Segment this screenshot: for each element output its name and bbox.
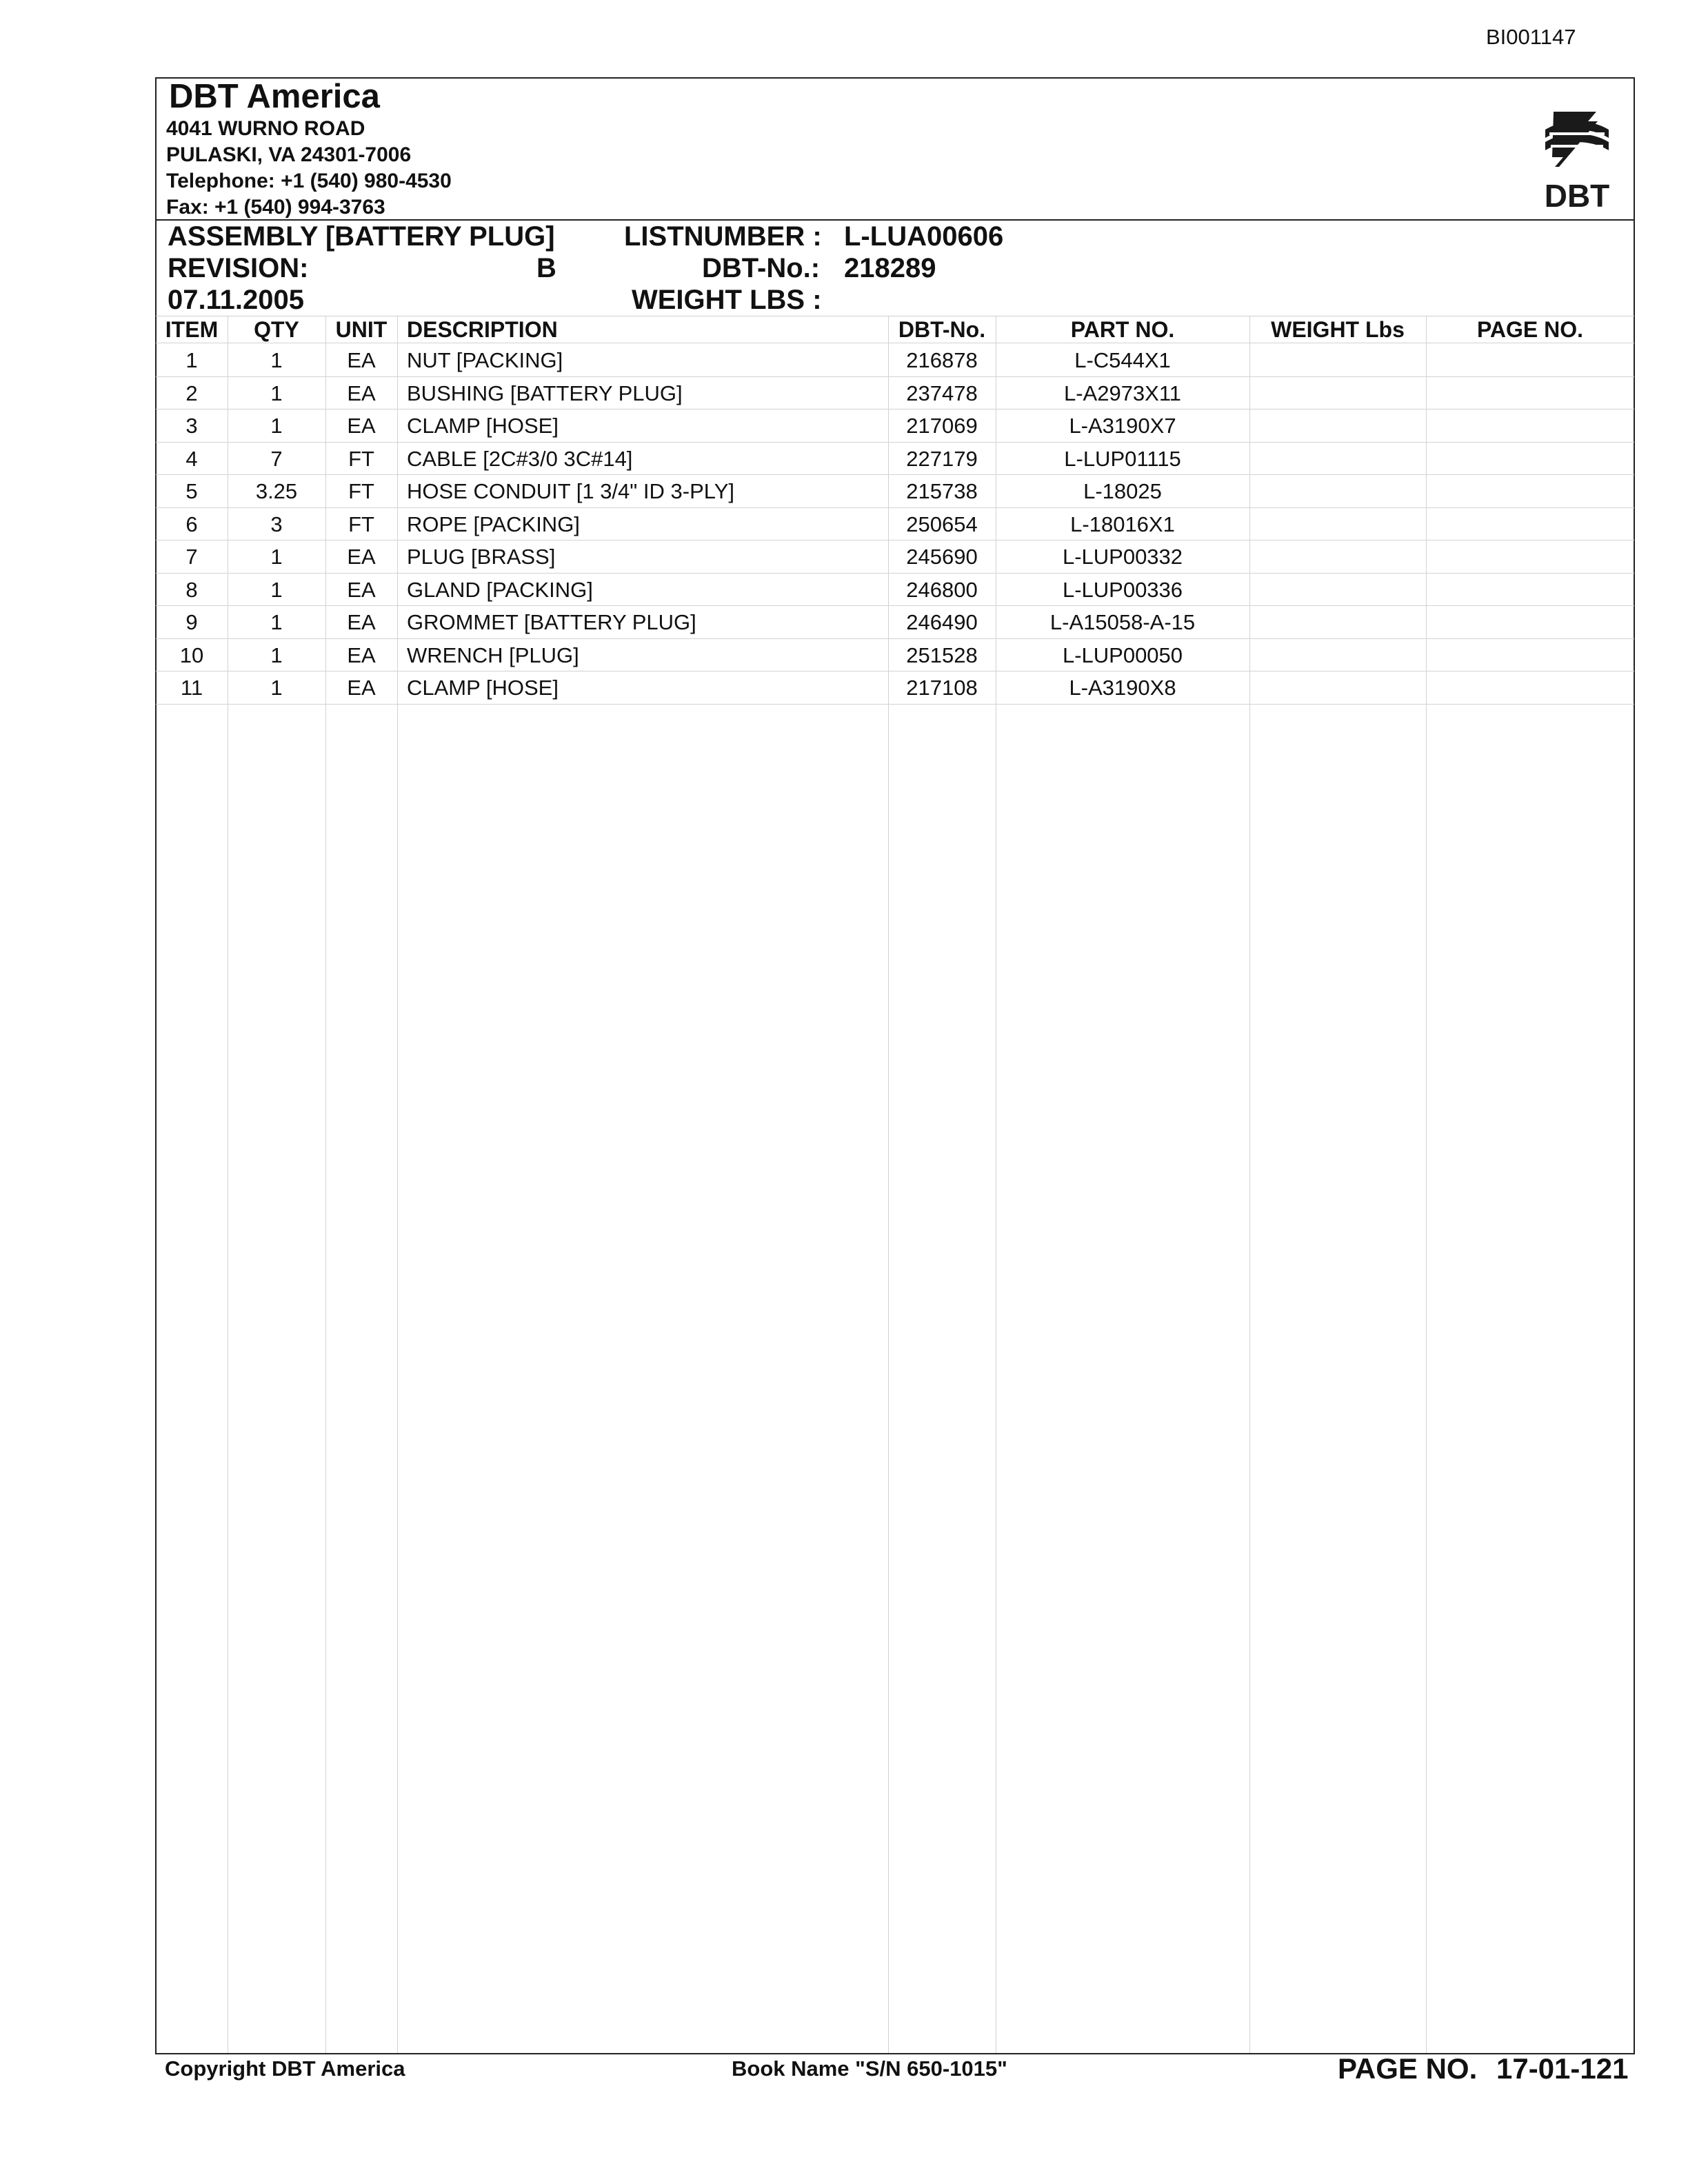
table-cell-item: 7 <box>185 545 198 569</box>
table-cell-unit: EA <box>347 414 376 438</box>
column-divider <box>888 316 889 2053</box>
table-cell-dbt-no: 216878 <box>906 348 978 372</box>
table-cell-dbt-no: 246800 <box>906 577 978 602</box>
weight-label: WEIGHT LBS : <box>632 285 822 315</box>
dbt-no-value: 218289 <box>844 253 936 283</box>
column-header-part-no: PART NO. <box>1070 317 1175 342</box>
table-cell-item: 11 <box>180 676 203 700</box>
table-row-border <box>156 507 1634 508</box>
column-header-item: ITEM <box>165 317 219 342</box>
table-cell-description: CLAMP [HOSE] <box>407 676 559 700</box>
listnumber-value: L-LUA00606 <box>844 221 1004 252</box>
table-row-border <box>156 704 1634 705</box>
table-cell-description: CLAMP [HOSE] <box>407 414 559 438</box>
table-cell-part-no: L-A2973X11 <box>1063 381 1182 405</box>
revision-label: REVISION: <box>168 253 309 283</box>
table-cell-qty: 1 <box>270 577 283 602</box>
table-cell-unit: EA <box>347 577 376 602</box>
table-cell-description: GLAND [PACKING] <box>407 577 593 602</box>
company-address-line1: 4041 WURNO ROAD <box>166 117 365 140</box>
table-cell-item: 10 <box>179 643 204 667</box>
table-cell-unit: EA <box>347 643 376 667</box>
table-cell-part-no: L-18016X1 <box>1070 512 1175 536</box>
table-cell-item: 8 <box>185 577 198 602</box>
table-cell-qty: 3 <box>270 512 283 536</box>
table-cell-qty: 1 <box>270 348 283 372</box>
company-fax: Fax: +1 (540) 994-3763 <box>166 196 385 219</box>
table-cell-item: 9 <box>185 610 198 634</box>
table-row-border <box>156 605 1634 606</box>
revision-value: B <box>536 253 556 283</box>
table-cell-description: ROPE [PACKING] <box>407 512 580 536</box>
table-cell-dbt-no: 237478 <box>906 381 978 405</box>
column-header-qty: QTY <box>254 317 299 342</box>
table-cell-dbt-no: 217069 <box>906 414 978 438</box>
table-cell-unit: EA <box>347 676 376 700</box>
company-address-line2: PULASKI, VA 24301-7006 <box>166 143 412 166</box>
company-name: DBT America <box>169 78 380 115</box>
table-cell-dbt-no: 251528 <box>906 643 978 667</box>
table-cell-description: HOSE CONDUIT [1 3/4" ID 3-PLY] <box>407 479 734 503</box>
column-divider <box>397 316 398 2053</box>
table-cell-unit: FT <box>348 446 374 471</box>
revision-date: 07.11.2005 <box>168 285 304 315</box>
table-cell-part-no: L-LUP01115 <box>1064 446 1181 471</box>
table-cell-qty: 1 <box>270 610 283 634</box>
table-cell-qty: 1 <box>270 643 283 667</box>
table-cell-dbt-no: 245690 <box>906 545 978 569</box>
table-cell-description: PLUG [BRASS] <box>407 545 556 569</box>
column-header-page-no: PAGE NO. <box>1476 317 1584 342</box>
column-header-weight: WEIGHT Lbs <box>1271 317 1405 342</box>
dbt-logo <box>1532 97 1622 212</box>
table-cell-unit: FT <box>348 479 374 503</box>
book-name: Book Name "S/N 650-1015" <box>732 2056 1007 2081</box>
table-cell-unit: EA <box>347 348 376 372</box>
document-id: BI001147 <box>1486 25 1576 49</box>
table-row-border <box>156 474 1634 475</box>
header-divider <box>155 219 1635 221</box>
table-cell-description: BUSHING [BATTERY PLUG] <box>407 381 683 405</box>
table-cell-dbt-no: 215738 <box>906 479 978 503</box>
table-cell-item: 1 <box>185 348 198 372</box>
table-cell-part-no: L-LUP00336 <box>1062 577 1183 602</box>
column-divider <box>1249 316 1250 2053</box>
dbt-logo-text: DBT <box>1544 178 1610 212</box>
column-divider <box>325 316 326 2053</box>
table-cell-qty: 3.25 <box>255 479 298 503</box>
table-cell-unit: FT <box>348 512 374 536</box>
column-divider <box>1426 316 1427 2053</box>
table-cell-dbt-no: 250654 <box>906 512 978 536</box>
dbt-no-label: DBT-No.: <box>702 253 821 283</box>
copyright: Copyright DBT America <box>165 2056 405 2081</box>
company-telephone: Telephone: +1 (540) 980-4530 <box>166 170 452 192</box>
table-row-border <box>156 376 1634 377</box>
table-cell-part-no: L-LUP00050 <box>1062 643 1183 667</box>
table-cell-unit: EA <box>347 545 376 569</box>
table-cell-dbt-no: 217108 <box>906 676 978 700</box>
table-cell-part-no: L-18025 <box>1083 479 1162 503</box>
table-cell-item: 4 <box>185 446 198 471</box>
table-cell-dbt-no: 227179 <box>906 446 978 471</box>
table-cell-qty: 1 <box>270 414 283 438</box>
table-cell-description: GROMMET [BATTERY PLUG] <box>407 610 696 634</box>
table-cell-description: WRENCH [PLUG] <box>407 643 579 667</box>
table-cell-qty: 1 <box>270 676 283 700</box>
table-cell-item: 3 <box>185 414 198 438</box>
table-cell-item: 6 <box>185 512 198 536</box>
table-cell-part-no: L-A3190X8 <box>1069 676 1176 700</box>
column-header-dbt-no: DBT-No. <box>898 317 986 342</box>
table-row-border <box>156 573 1634 574</box>
page-frame <box>155 77 1635 2054</box>
table-cell-description: CABLE [2C#3/0 3C#14] <box>407 446 633 471</box>
table-row-border <box>156 638 1634 639</box>
page-number-label: PAGE NO. <box>1338 2052 1478 2085</box>
table-cell-qty: 7 <box>270 446 283 471</box>
table-cell-part-no: L-C544X1 <box>1074 348 1171 372</box>
table-cell-description: NUT [PACKING] <box>407 348 563 372</box>
table-cell-item: 2 <box>185 381 198 405</box>
table-cell-unit: EA <box>347 381 376 405</box>
table-row-border <box>156 442 1634 443</box>
assembly-title: ASSEMBLY [BATTERY PLUG] <box>168 221 555 252</box>
page-number-value: 17-01-121 <box>1496 2052 1629 2085</box>
column-header-unit: UNIT <box>335 317 388 342</box>
column-header-description: DESCRIPTION <box>407 317 558 342</box>
table-row-border <box>156 409 1634 410</box>
table-cell-item: 5 <box>185 479 198 503</box>
listnumber-label: LISTNUMBER : <box>624 221 822 252</box>
table-cell-unit: EA <box>347 610 376 634</box>
table-cell-part-no: L-A15058-A-15 <box>1049 610 1196 634</box>
table-cell-qty: 1 <box>270 545 283 569</box>
table-cell-part-no: L-LUP00332 <box>1062 545 1183 569</box>
table-cell-dbt-no: 246490 <box>906 610 978 634</box>
table-cell-qty: 1 <box>270 381 283 405</box>
table-cell-part-no: L-A3190X7 <box>1069 414 1176 438</box>
